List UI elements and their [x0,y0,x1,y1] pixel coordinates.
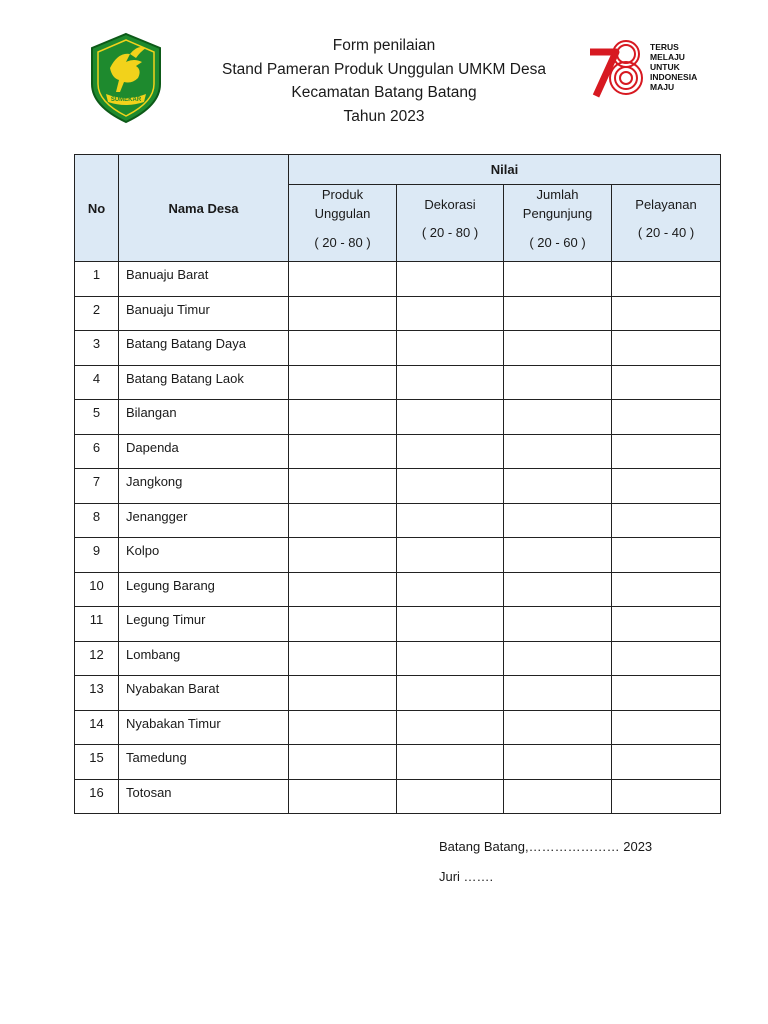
row-number: 15 [89,750,104,765]
score-input-cell[interactable] [397,745,504,780]
criterion-range: ( 20 - 80 ) [421,225,479,240]
row-number-cell [75,434,119,469]
svg-text:INDONESIA: INDONESIA [650,72,698,82]
table-row [75,365,721,400]
score-input-cell[interactable] [504,676,612,711]
score-input-cell[interactable] [612,331,721,366]
row-number: 8 [92,508,101,524]
score-input-cell[interactable] [397,676,504,711]
score-input-cell[interactable] [612,745,721,780]
score-input-cell[interactable] [289,469,397,504]
score-input-cell[interactable] [397,262,504,297]
row-number: 16 [89,784,104,800]
row-number-cell [75,469,119,504]
score-input-cell[interactable] [289,572,397,607]
table-row [75,538,721,573]
village-name-cell [119,710,289,745]
score-input-cell[interactable] [504,641,612,676]
score-input-cell[interactable] [504,331,612,366]
row-number: 11 [89,612,104,627]
village-name: Kolpo [126,543,160,558]
score-input-cell[interactable] [504,779,612,814]
criterion-range: ( 20 - 80 ) [314,235,371,250]
table-body [75,262,721,814]
score-input-cell[interactable] [397,296,504,331]
score-input-cell[interactable] [612,710,721,745]
criterion-header-jumlah-pengunjung [504,185,612,262]
score-input-cell[interactable] [289,538,397,573]
score-input-cell[interactable] [289,434,397,469]
column-group-header-nilai: Nilai [289,155,721,185]
emblem-ribbon-text: SUMEKAR [110,97,142,103]
village-name-cell [119,262,289,297]
table-row [75,572,721,607]
score-input-cell[interactable] [504,365,612,400]
table-row [75,779,721,814]
hut-ri-78-logo [586,34,726,98]
row-number-cell [75,296,119,331]
table-row [75,503,721,538]
village-name: Batang Batang Daya [126,336,246,351]
criterion-label: Pelayanan [635,197,697,212]
score-input-cell[interactable] [504,572,612,607]
score-input-cell[interactable] [612,365,721,400]
village-name: Nyabakan Barat [126,681,220,696]
score-input-cell[interactable] [612,503,721,538]
village-name: Nyabakan Timur [126,715,221,731]
score-input-cell[interactable] [612,779,721,814]
row-number: 2 [92,301,101,317]
criterion-range: ( 20 - 40 ) [637,225,695,240]
score-input-cell[interactable] [504,710,612,745]
score-input-cell[interactable] [612,400,721,435]
village-name: Lombang [126,646,181,662]
row-number: 13 [89,681,104,696]
row-number: 10 [89,577,104,593]
score-input-cell[interactable] [397,469,504,504]
table-row [75,676,721,711]
score-input-cell[interactable] [289,296,397,331]
title-line-2: Stand Pameran Produk Unggulan UMKM Desa [222,60,546,78]
table-row [75,710,721,745]
score-input-cell[interactable] [289,710,397,745]
row-number: 4 [92,370,101,386]
table-row [75,331,721,366]
score-input-cell[interactable] [612,641,721,676]
table-row [75,469,721,504]
village-name-cell [119,676,289,711]
score-input-cell[interactable] [612,676,721,711]
score-input-cell[interactable] [504,400,612,435]
row-number: 3 [92,336,101,351]
score-input-cell[interactable] [289,779,397,814]
score-input-cell[interactable] [612,572,721,607]
table-row [75,262,721,297]
row-number: 1 [92,267,101,282]
criterion-header-dekorasi [397,185,504,262]
village-name: Bilangan [126,405,177,420]
score-input-cell[interactable] [397,572,504,607]
score-input-cell[interactable] [397,641,504,676]
row-number: 7 [92,474,101,489]
village-name-cell [119,400,289,435]
score-input-cell[interactable] [289,676,397,711]
row-number-cell [75,745,119,780]
score-input-cell[interactable] [612,296,721,331]
column-header-no: No [75,155,119,262]
village-name: Jangkong [126,474,183,489]
score-input-cell[interactable] [612,434,721,469]
title-line-1: Form penilaian [332,37,436,54]
village-name: Banuaju Timur [126,301,210,317]
score-input-cell[interactable] [289,400,397,435]
score-input-cell[interactable] [504,469,612,504]
score-input-cell[interactable] [397,434,504,469]
village-name: Totosan [126,784,172,800]
row-number-cell [75,779,119,814]
score-input-cell[interactable] [504,296,612,331]
row-number-cell [75,400,119,435]
village-name: Batang Batang Laok [126,370,244,386]
regency-emblem-logo [86,32,166,124]
village-name-cell [119,538,289,573]
village-name-cell [119,607,289,642]
row-number-cell [75,538,119,573]
criterion-header-produk-unggulan [289,185,397,262]
village-name-cell [119,434,289,469]
village-name-cell [119,779,289,814]
svg-text:TERUS: TERUS [650,42,679,52]
score-input-cell[interactable] [289,365,397,400]
criterion-label: Produk Unggulan [314,187,371,221]
score-input-cell[interactable] [397,710,504,745]
table-row [75,434,721,469]
criterion-header-pelayanan [612,185,721,262]
village-name-cell [119,331,289,366]
score-input-cell[interactable] [289,607,397,642]
title-line-4: Tahun 2023 [343,107,425,125]
score-input-cell[interactable] [612,262,721,297]
row-number: 9 [92,543,101,558]
village-name-cell [119,745,289,780]
score-input-cell[interactable] [397,400,504,435]
row-number: 6 [92,439,101,455]
village-name-cell [119,503,289,538]
score-input-cell[interactable] [289,331,397,366]
table-row [75,400,721,435]
village-name-cell [119,469,289,504]
score-input-cell[interactable] [504,607,612,642]
judge-line: Juri ……. [439,869,494,884]
village-name: Legung Timur [126,612,206,627]
form-title [180,34,588,128]
village-name-cell [119,641,289,676]
village-name: Tamedung [126,750,187,765]
village-name: Dapenda [126,439,179,455]
row-number-cell [75,503,119,538]
criterion-label: Jumlah Pengunjung [522,187,593,221]
village-name: Banuaju Barat [126,267,209,282]
table-row [75,745,721,780]
title-line-3: Kecamatan Batang Batang [291,84,477,101]
score-input-cell[interactable] [504,503,612,538]
row-number-cell [75,262,119,297]
score-input-cell[interactable] [504,262,612,297]
table-row [75,641,721,676]
svg-text:MAJU: MAJU [650,82,675,92]
row-number: 14 [89,715,104,731]
score-input-cell[interactable] [612,607,721,642]
row-number-cell [75,365,119,400]
score-input-cell[interactable] [289,503,397,538]
row-number-cell [75,676,119,711]
svg-text:MELAJU: MELAJU [650,52,685,62]
village-name-cell [119,365,289,400]
score-input-cell[interactable] [397,607,504,642]
column-header-name: Nama Desa [119,155,289,262]
row-number-cell [75,607,119,642]
village-name: Jenangger [126,508,188,524]
criterion-label: Dekorasi [424,197,476,212]
score-input-cell[interactable] [289,262,397,297]
row-number: 12 [89,646,104,662]
row-number-cell [75,331,119,366]
score-input-cell[interactable] [612,469,721,504]
score-input-cell[interactable] [504,538,612,573]
village-name-cell [119,572,289,607]
document-header [0,30,768,140]
row-number-cell [75,710,119,745]
village-name-cell [119,296,289,331]
score-input-cell[interactable] [289,641,397,676]
score-input-cell[interactable] [504,745,612,780]
signature-block [439,832,652,892]
scoring-table [74,154,721,814]
criterion-range: ( 20 - 60 ) [529,235,586,250]
village-name: Legung Barang [126,577,215,593]
score-input-cell[interactable] [397,503,504,538]
table-row [75,607,721,642]
score-input-cell[interactable] [289,745,397,780]
score-input-cell[interactable] [397,779,504,814]
score-input-cell[interactable] [397,538,504,573]
row-number-cell [75,641,119,676]
score-input-cell[interactable] [612,538,721,573]
score-input-cell[interactable] [397,365,504,400]
score-input-cell[interactable] [504,434,612,469]
svg-text:UNTUK: UNTUK [650,62,680,72]
place-date-line: Batang Batang,………………… 2023 [439,839,653,854]
score-input-cell[interactable] [397,331,504,366]
row-number-cell [75,572,119,607]
table-row [75,296,721,331]
row-number: 5 [92,405,101,420]
